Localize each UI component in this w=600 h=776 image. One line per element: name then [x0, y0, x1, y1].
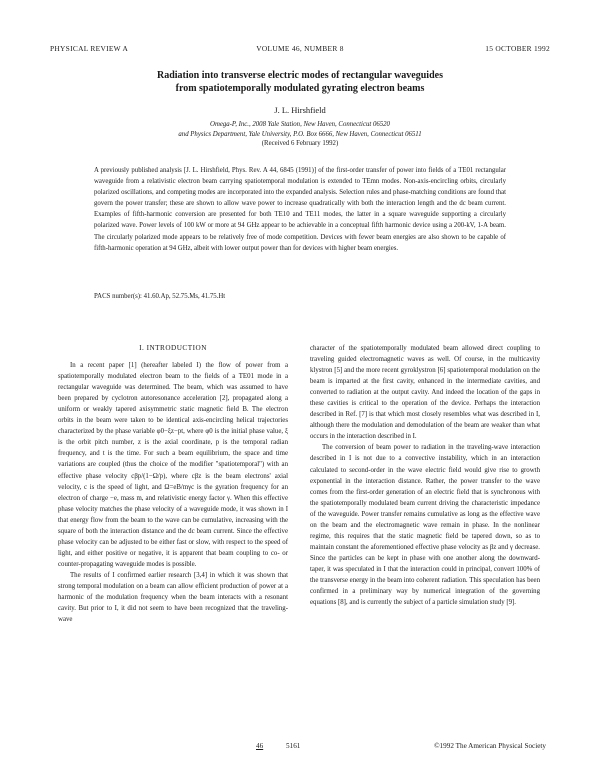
paragraph: character of the spatiotemporally modulated beam allowed direct coupling to traveling guided electromagnetic waves as well. Of course, in the multicavity klystron [5] and the more recent gyroklystron [6] spatiotemporal modulation on the beam is imparted at the first cavity, enhanced in the intermediate cavities, and converted to radiation at the output cavity. And indeed the location of the gaps in these cavities is critical to the operation of the device. Perhaps the interaction described in Ref. [7] is that which most closely resembles what was described in I, although there the modulation and demodulation of the beam are weaker than what occurs in the interaction described in I.	[310, 345, 540, 441]
abstract: A previously published analysis [J. L. Hirshfield, Phys. Rev. A 44, 6845 (1991)] of the first-order transfer of power into fields of a TE01 rectangular waveguide from a relativistic electron beam carrying spatiotemporal modulation is extended to TEmn modes. Non-axis-encircling orbits, circularly polarized oscillations, and competing modes are incorporated into the expanded analysis. Selection rules and phase-matching conditions are found that govern the power transfer; these are shown to allow wave power to increase quadratically with both the interaction length and the dc beam current. Examples of fifth-harmonic conversion are presented for both TE10 and TE11 modes, the latter in a square waveguide supporting a circularly polarized wave. Power levels of 100 kW or more at 94 GHz appear to be achievable in a conceptual fifth harmonic device using a 200-kV, 1-A beam. The circularly polarized mode appears to be relatively free of mode competition. Devices with fewer beam energies are also shown to be capable of fifth-harmonic operation at 94 GHz, albeit with lower output power than for devices with higher beam energies.	[94, 167, 506, 252]
volume-id: 46	[256, 742, 264, 750]
paragraph: The results of I confirmed earlier research [3,4] in which it was shown that strong temporal modulation on a beam can allow efficient production of power at a harmonic of the modulation frequency when the beam interacts with a resonant cavity. But prior to I, it did not seem to have been recognized that the traveling-wave	[58, 571, 288, 624]
pacs-numbers: PACS number(s): 41.60.Ap, 52.75.Ms, 41.75.Ht	[94, 293, 226, 300]
received-date: (Received 6 February 1992)	[261, 140, 339, 148]
right-column	[310, 343, 540, 608]
issue-date: 15 OCTOBER 1992	[485, 44, 550, 53]
paragraph: The conversion of beam power to radiation in the traveling-wave interaction described in I is not due to a convective instability, which in an interaction calculated to second-order in the wave electric field would give rise to growth exponential in the interaction distance. Rather, the power transfer to the wave comes from the first-order generation of an electric field that is synchronous with the spatiotemporally modulated beam current driving the characteristic impedance of the waveguide. Power transfer remains cumulative as long as the effective wave on the beam and the electromagnetic wave remain in phase. In the nonlinear regime, this requires that the static magnetic field be tapered down, so as to maintain constant the aforementioned effective phase velocity as βz and γ decrease. Since the particles can be kept in phase with one another along the downward-taper, it was speculated in I that the interaction could in principal, convert 100% of the transverse energy in the beam into coherent radiation. This speculation has been confirmed in a preliminary way by numerical integration of the governing equations [8], and is currently the subject of a particle simulation study [9].	[310, 444, 540, 607]
affiliation-1: Omega-P, Inc., 2008 Yale Station, New Haven, Connecticut 06520	[210, 121, 390, 128]
page-number: 5161	[286, 742, 301, 750]
copyright: ©1992 The American Physical Society	[434, 742, 546, 750]
paper-title	[60, 70, 540, 95]
left-column	[58, 343, 288, 625]
affiliations	[40, 120, 560, 149]
author: J. L. Hirshfield	[274, 105, 326, 115]
paragraph: In a recent paper [1] (hereafter labeled I) the flow of power from a spatiotemporally modulated electron beam to the fields of a TE01 mode in a rectangular waveguide was determined. The beam, which was assumed to have been prepared by cyclotron autoresonance acceleration [2], propagated along a uniform or weakly tapered axisymmetric static magnetic field B. The electron orbits in the beam were taken to be identical axis-encircling helical trajectories characterized by the phase variable φ0−ξz−pt, where φ0 is the initial phase value, ξ is the orbit pitch number, z is the axial coordinate, p is the temporal radian frequency, and t is the time. For such a beam equilibrium, the space and time variations are coupled (thus the choice of the modifier "spatiotemporal") with an effective phase velocity cβp/(1−Ω/p), where cβz is the beam electrons' axial velocity, c is the speed of light, and Ω=eB/mγc is the gyration frequency for an electron of charge −e, mass m, and relativistic energy factor γ. When this effective phase velocity matches the phase velocity of a waveguide mode, it was shown in I that energy flow from the beam to the wave can be cumulative, increasing with the square of both the interaction distance and the dc beam current. Since the effective phase velocity can be adjusted to be either fast or slow, with respect to the speed of light, and either positive or negative, it is apparent that beam coupling to co- or counter-propagating waveguide modes is possible.	[58, 362, 288, 568]
title-line-1: Radiation into transverse electric modes of rectangular waveguides	[157, 70, 443, 81]
title-line-2: from spatiotemporally modulated gyrating electron beams	[175, 82, 425, 94]
journal-name: PHYSICAL REVIEW A	[50, 44, 129, 53]
section-heading: I. INTRODUCTION	[139, 344, 207, 352]
affiliation-2: and Physics Department, Yale University, P.O. Box 6666, New Haven, Connecticut 06511	[178, 130, 422, 138]
volume-number: VOLUME 46, NUMBER 8	[256, 44, 344, 53]
running-head	[50, 44, 550, 56]
page-footer	[50, 742, 550, 754]
